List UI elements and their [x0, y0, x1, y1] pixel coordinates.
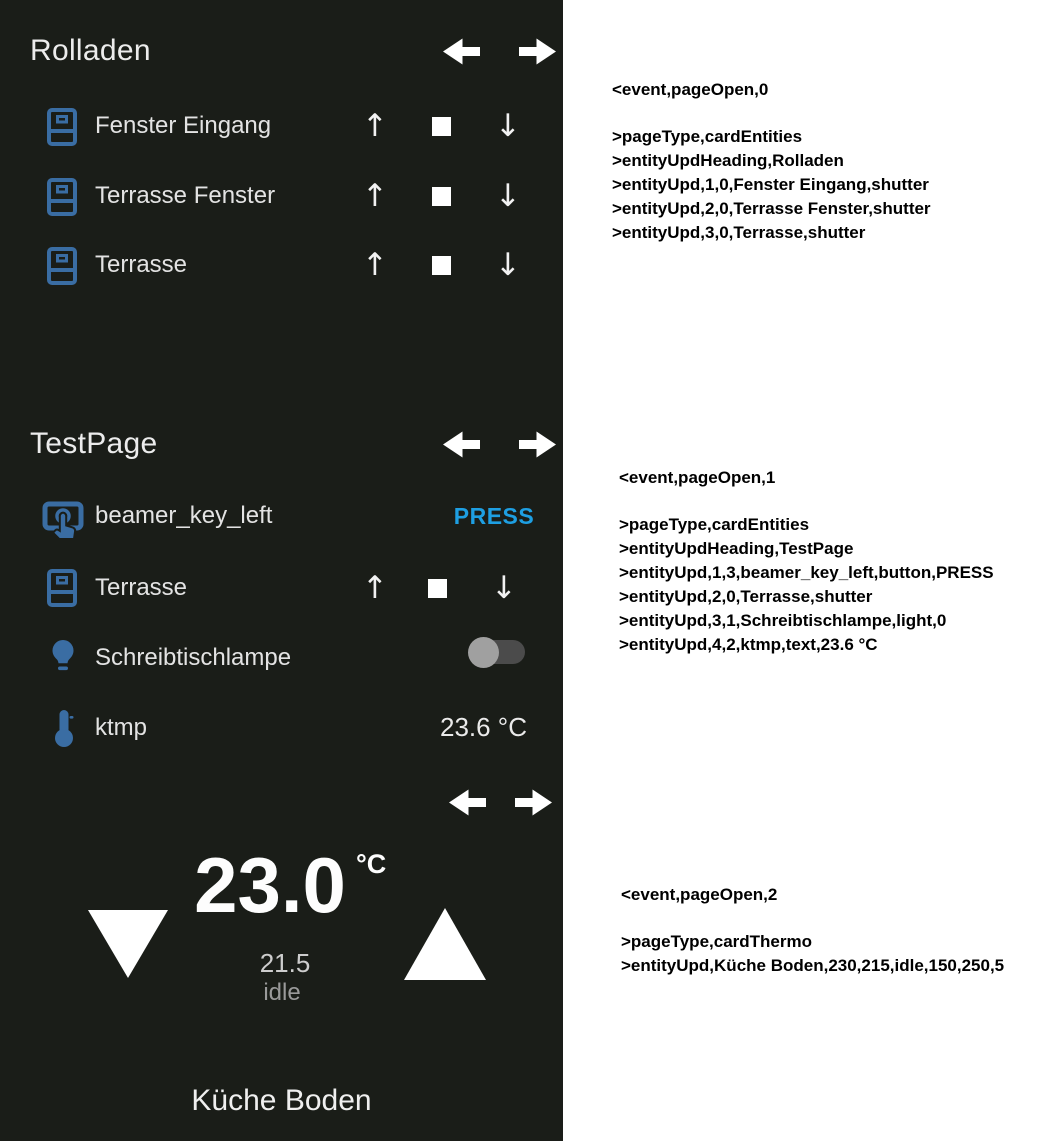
shutter-down-button[interactable] [486, 107, 530, 145]
stop-square-icon [432, 256, 451, 275]
shutter-icon [45, 177, 79, 222]
toggle-knob [468, 637, 499, 668]
log-line: >entityUpd,4,2,ktmp,text,23.6 °C [619, 635, 878, 654]
log-line: >entityUpd,2,0,Terrasse,shutter [619, 587, 873, 606]
log-event-line: <event,pageOpen,1 [619, 468, 776, 487]
entity-label: Terrasse Fenster [95, 182, 276, 209]
log-line: >entityUpdHeading,TestPage [619, 539, 854, 558]
protocol-log-block-2 [621, 883, 1004, 978]
entity-label: Terrasse [95, 574, 188, 601]
arrow-left-icon [443, 429, 480, 460]
log-line: >entityUpd,Küche Boden,230,215,idle,150,250,5 [621, 956, 1005, 975]
arrow-left-icon [449, 787, 486, 818]
card-heading-testpage: TestPage [30, 427, 158, 460]
shutter-stop-button[interactable] [432, 187, 451, 206]
shutter-up-button[interactable] [353, 569, 397, 607]
shutter-stop-button[interactable] [428, 579, 447, 598]
entity-label: Schreibtischlampe [95, 644, 292, 671]
arrow-up-icon: ↑ [362, 247, 388, 283]
arrow-up-icon: ↑ [362, 570, 388, 606]
shutter-down-button[interactable] [486, 246, 530, 284]
protocol-log-block-0 [612, 78, 931, 245]
temperature-unit: °C [356, 849, 387, 879]
temp-decrease-button[interactable] [88, 910, 168, 978]
log-line: >entityUpd,1,3,beamer_key_left,button,PRESS [619, 563, 994, 582]
hvac-status: idle [263, 979, 301, 1006]
lightbulb-icon [48, 637, 78, 684]
shutter-up-button[interactable] [353, 107, 397, 145]
shutter-icon [45, 246, 79, 291]
arrow-up-icon: ↑ [362, 108, 388, 144]
shutter-icon [45, 107, 79, 152]
log-event-line: <event,pageOpen,0 [612, 80, 769, 99]
gesture-tap-button-icon [41, 498, 85, 543]
press-button[interactable]: PRESS [453, 503, 535, 529]
page-prev-button[interactable] [449, 787, 486, 818]
page-prev-button[interactable] [443, 36, 480, 67]
log-line: >pageType,cardThermo [621, 932, 812, 951]
shutter-icon [45, 568, 79, 613]
stop-square-icon [432, 187, 451, 206]
page-next-button[interactable] [519, 429, 556, 460]
shutter-up-button[interactable] [353, 246, 397, 284]
log-line: >entityUpdHeading,Rolladen [612, 151, 844, 170]
entity-label: Fenster Eingang [95, 112, 272, 139]
current-temperature: 23.0 [194, 841, 346, 929]
shutter-stop-button[interactable] [432, 256, 451, 275]
log-gap [619, 490, 994, 513]
shutter-up-button[interactable] [353, 177, 397, 215]
target-temperature: 21.5 [259, 948, 311, 978]
log-line: >pageType,cardEntities [619, 515, 810, 534]
entity-label: Terrasse [95, 251, 188, 278]
card-heading-rolladen: Rolladen [30, 34, 151, 67]
arrow-down-icon: ↓ [495, 178, 521, 214]
page-next-button[interactable] [515, 787, 552, 818]
entity-value: 23.6 °C [439, 712, 527, 742]
page-next-button[interactable] [519, 36, 556, 67]
shutter-down-button[interactable] [482, 569, 526, 607]
arrow-up-icon: ↑ [362, 178, 388, 214]
arrow-down-icon: ↓ [495, 247, 521, 283]
arrow-right-icon [519, 429, 556, 460]
stop-square-icon [432, 117, 451, 136]
arrow-down-icon: ↓ [495, 108, 521, 144]
shutter-stop-button[interactable] [432, 117, 451, 136]
light-toggle-switch[interactable] [468, 637, 526, 669]
temp-increase-button[interactable] [404, 908, 486, 980]
log-line: >entityUpd,1,0,Fenster Eingang,shutter [612, 175, 929, 194]
arrow-left-icon [443, 36, 480, 67]
log-gap [621, 907, 1004, 930]
log-line: >entityUpd,2,0,Terrasse Fenster,shutter [612, 199, 931, 218]
protocol-log-block-1 [619, 466, 994, 657]
log-event-line: <event,pageOpen,2 [621, 885, 778, 904]
arrow-right-icon [515, 787, 552, 818]
entity-label: ktmp [95, 714, 148, 741]
log-line: >entityUpd,3,0,Terrasse,shutter [612, 223, 866, 242]
log-gap [612, 102, 931, 125]
thermostat-name: Küche Boden [191, 1084, 372, 1117]
shutter-down-button[interactable] [486, 177, 530, 215]
thermometer-icon [51, 708, 77, 753]
entity-label: beamer_key_left [95, 502, 273, 529]
log-line: >entityUpd,3,1,Schreibtischlampe,light,0 [619, 611, 947, 630]
page-prev-button[interactable] [443, 429, 480, 460]
log-line: >pageType,cardEntities [612, 127, 803, 146]
arrow-right-icon [519, 36, 556, 67]
stop-square-icon [428, 579, 447, 598]
arrow-down-icon: ↓ [491, 570, 517, 606]
